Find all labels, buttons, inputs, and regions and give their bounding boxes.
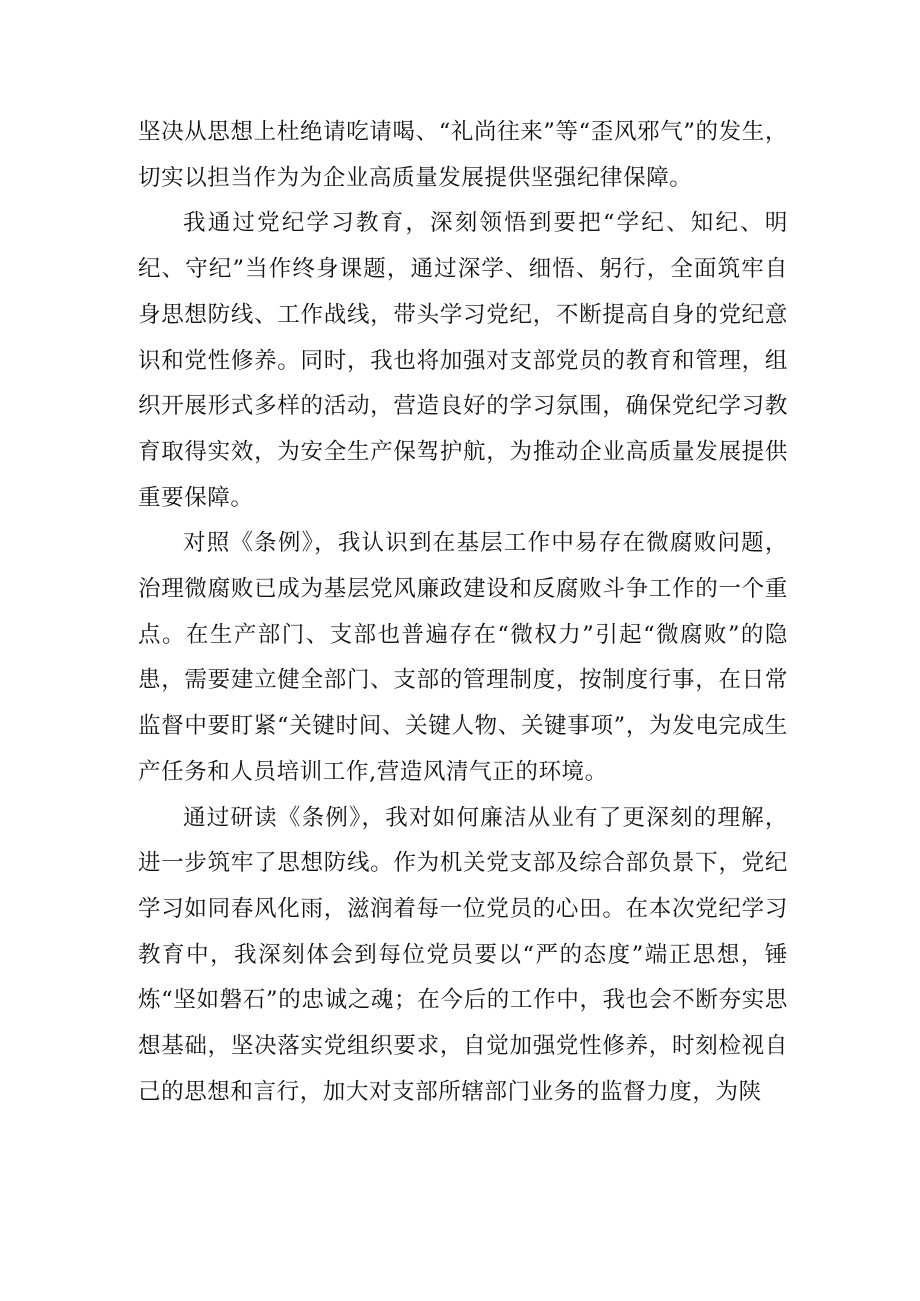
paragraph-continued: 坚决从思想上杜绝请吃请喝、“礼尚往来”等“歪风邪气”的发生，切实以担当作为为企业高质量发展提供坚强纪律保障。 bbox=[138, 119, 788, 191]
document-body bbox=[138, 110, 788, 1115]
paragraph-party-discipline-study: 我通过党纪学习教育，深刻领悟到要把“学纪、知纪、明纪、守纪”当作终身课题，通过深学、细悟、躬行，全面筑牢自身思想防线、工作战线，带头学习党纪，不断提高自身的党纪意识和党性修养。同时，我也将加强对支部党员的教育和管理，组织开展形式多样的活动，营造良好的学习氛围，确保党纪学习教育取得实效，为安全生产保驾护航，为推动企业高质量发展提供重要保障。 bbox=[138, 210, 788, 511]
paragraph-integrity-practice: 通过研读《条例》，我对如何廉洁从业有了更深刻的理解，进一步筑牢了思想防线。作为机关党支部及综合部负景下，党纪学习如同春风化雨，滋润着每一位党员的心田。在本次党纪学习教育中，我深刻体会到每位党员要以“严的态度”端正思想，锤炼“坚如磐石”的忠诚之魂；在今后的工作中，我也会不断夯实思想基础，坚决落实党组织要求，自觉加强党性修养，时刻检视自己的思想和言行，加大对支部所辖部门业务的监督力度，为陕 bbox=[138, 804, 788, 1105]
paragraph-micro-corruption: 对照《条例》，我认识到在基层工作中易存在微腐败问题，治理微腐败已成为基层党风廉政建设和反腐败斗争工作的一个重点。在生产部门、支部也普遍存在“微权力”引起“微腐败”的隐患，需要建立健全部门、支部的管理制度，按制度行事，在日常监督中要盯紧“关键时间、关键人物、关键事项”，为发电完成生产任务和人员培训工作,营造风清气正的环境。 bbox=[138, 530, 788, 785]
